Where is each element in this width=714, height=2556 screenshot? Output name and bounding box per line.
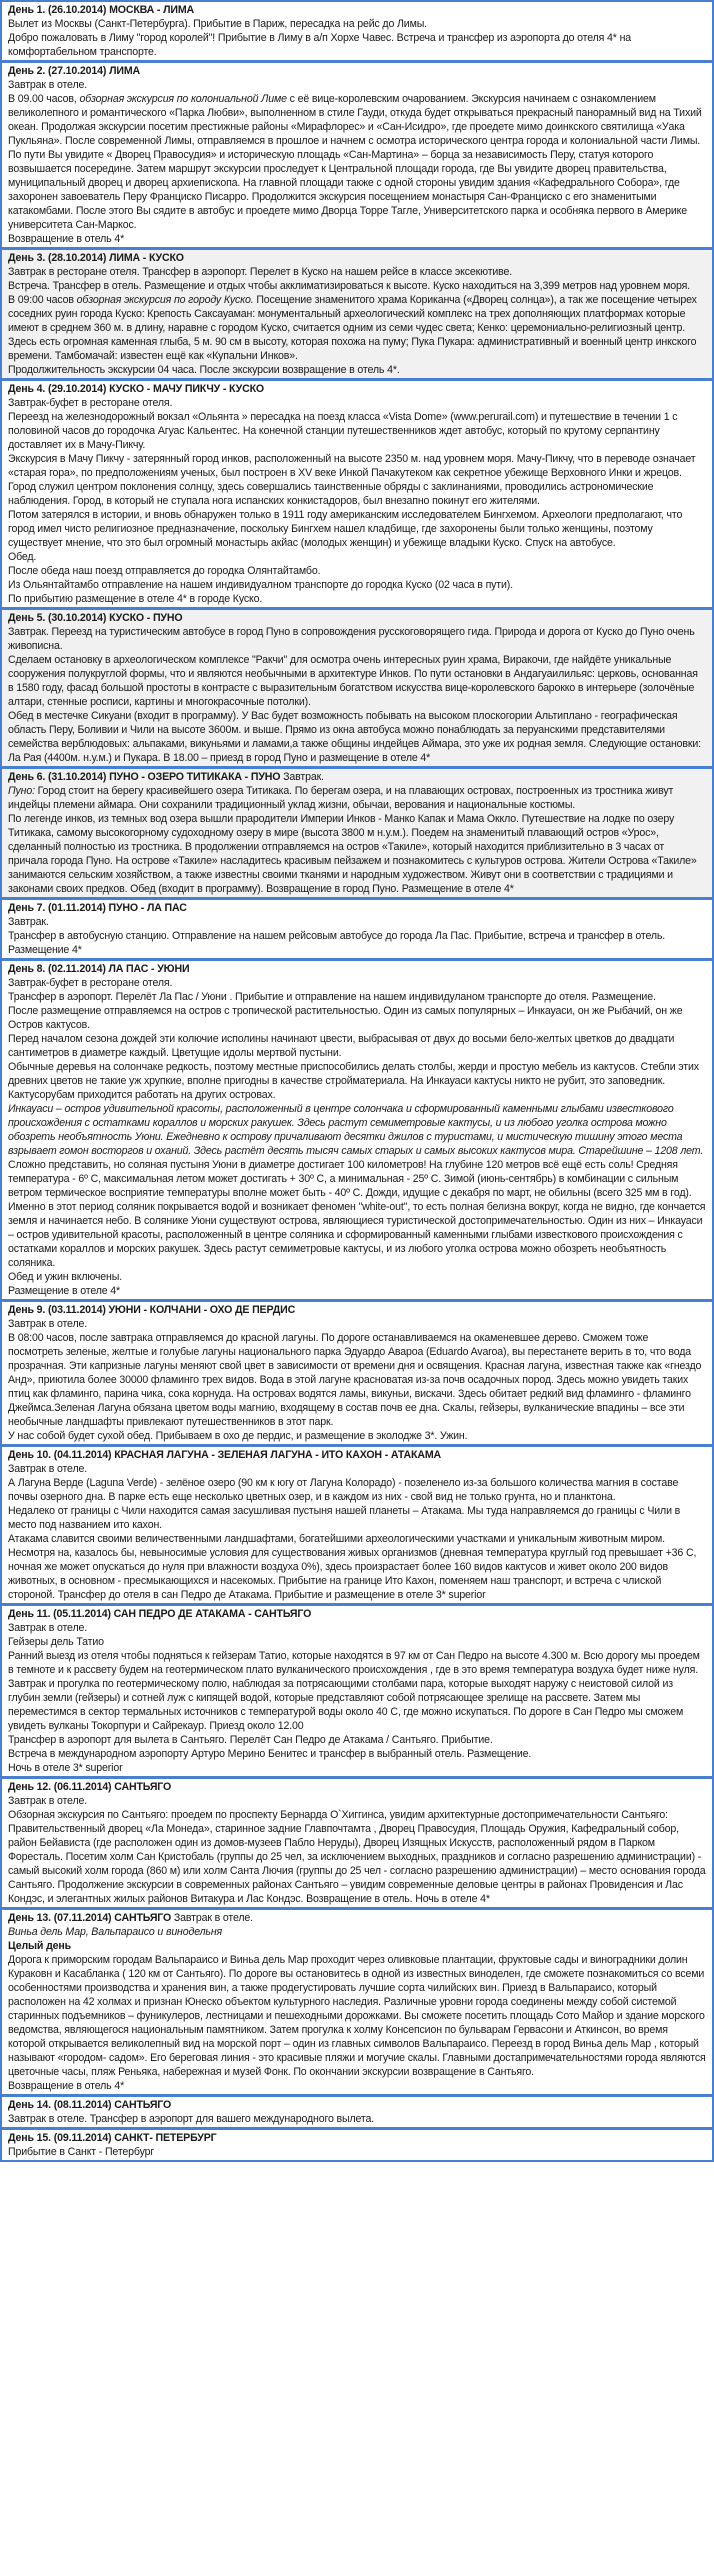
day-paragraph: После размещение отправляемся на остров с тропической растительностью. Один из самых популярных – Инкауаси, он же Рыбачий, он же Остров кактусов. bbox=[8, 1005, 683, 1031]
day-paragraph bbox=[8, 784, 706, 812]
day-section bbox=[0, 1778, 714, 1909]
day-paragraph: Возвращение в отель 4* bbox=[8, 233, 125, 245]
day-paragraph: Завтрак в отеле. bbox=[8, 1463, 88, 1475]
day-title: День 12. (06.11.2014) САНТЬЯГО bbox=[8, 1781, 172, 1793]
day-paragraph: Продолжительность экскурсии 04 часа. После экскурсии возвращение в отель 4*. bbox=[8, 364, 400, 376]
day-title: День 15. (09.11.2014) САНКТ- ПЕТЕРБУРГ bbox=[8, 2132, 217, 2144]
day-paragraph: В 08:00 часов, после завтрака отправляемся до красной лагуны. По дороге останавливаемся на окаменевшее дерево. Сможем тоже посмотреть зеленые, желтые и голубые лагуны национального парка Эдуардо Авароа (Eduardo Avaroa), вы перестанете верить в то, что вода прозрачная. Эти капризные лагуны меняют свой цвет в зависимости от времени дня и освящения. Красная лагуна, известная также как «гнездо Анд», приютила более 30000 фламинго трех видов. Вода в этой лагуне красноватая из-за почв осадочных пород. Здесь можно увидеть таких птиц как фламинго, парина чика, сока корнуда. На островах водятся ламы, викуньи, вискачи. Здесь обитает редкий вид фламинго - фламинго Джеймса.Зеленая Лагуна обязана цветом воды магнию, входящему в состав почв ее дна. Скалы, гейзеры, вулканические впадины – все эти необычные ландшафты привлекают путешественников в этот парк. bbox=[8, 1332, 702, 1428]
day-paragraph: Экскурсия в Мачу Пикчу - затерянный город инков, расположенный на высоте 2350 м. над уровнем моря. Мачу-Пикчу, что в переводе означает «старая гора», по предположениям ученых, был построен в XV веке Инкой Пачакутеком как секретное убежище Верховного Инки и жрецов. Город служил центром поклонения солнцу, здесь совершались таинственные обряды с заклинаниями, проводились астрономические наблюдения. Город, в который не ступала нога испанских конкистадоров, был внезапно покинут его жителями. bbox=[8, 453, 696, 507]
day-paragraph: Гейзеры дель Татио bbox=[8, 1636, 104, 1648]
day-section bbox=[0, 1446, 714, 1605]
day-title: День 5. (30.10.2014) КУСКО - ПУНО bbox=[8, 612, 183, 624]
day-paragraph: Сложно представить, но соляная пустыня Уюни в диаметре достигает 100 километров! На глубине 120 метров всё ещё есть соль! Средняя температура - 6º С, максимальная летом может достигать + 30º С, а минимальная - 25º С. Зимой (июнь-сентябрь) в комбинации с сильным ветром термическое восприятие температуры вполне может быть - 40º С. Дожди, идущие с декабря по март, не обильны (всего 325 мм в год). Именно в этот период соляник покрывается водой и возникает феномен "white-out", то есть полная белизна вокруг, когда не видно, где кончается земля и начинается небо. В солянике Уюни существуют острова, являющиеся туристической достопримечательностью. Один из них – Инкауаси – остров удивительной красоты, расположенный в центре соляника и сформированный каменными глыбами известкового происхождения с остатками кораллов и морских ракушек. Здесь растут семиметровые кактусы, и из любого уголка острова можно обозреть необъятность соляника. bbox=[8, 1159, 706, 1269]
day-title: День 13. (07.11.2014) САНТЬЯГО bbox=[8, 1912, 172, 1924]
day-paragraph: Размещение в отеле 4* bbox=[8, 1285, 120, 1297]
day-paragraph: Перед началом сезона дождей эти колючие исполины начинают цвести, выбрасывая от двух до восьми бело-желтых цветков до двадцати сантиметров в диаметре каждый. Цветущие идолы мертвой пустыни. bbox=[8, 1033, 675, 1059]
day-header bbox=[8, 770, 706, 784]
day-section bbox=[0, 1301, 714, 1446]
day-section bbox=[0, 768, 714, 899]
day-paragraph: Завтрак-буфет в ресторане отеля. bbox=[8, 397, 173, 409]
day-title: День 4. (29.10.2014) КУСКО - МАЧУ ПИКЧУ - КУСКО bbox=[8, 383, 264, 395]
day-paragraph: Потом затерялся в истории, и вновь обнаружен только в 1911 году американским исследователем Бингхемом. Археологи предполагают, что город имел чисто религиозное предназначение, поскольку Бингхем нашел кладбище, где захоронены были только женщины, поэтому существует мнение, что это был огромный монастырь акйас (молодых женщин) и убежище владыки Куско. Спуск на автобусе. bbox=[8, 509, 683, 549]
day-paragraph: Ранний выезд из отеля чтобы подняться к гейзерам Татио, которые находятся в 97 км от Сан Педро на высоте 4.300 м. Всю дорогу мы проедем в темноте и к рассвету будем на геотермическом плато вулканического происхождения , где в это время температура воздуха будет ниже нуля. Завтрак и прогулка по геотермическому полю, наблюдая за потрясающими столбами пара, которые выходят наружу с неистовой силой из глубин земли (гейзеры) и сотней луж с кипящей водой, которые представляют собой потрясающее зрелище на рассвете. Затем мы переместимся в сектор термальных источников с температурой воды около 40 С, где можно искупаться. По дороге в Сан Педро мы сможем увидеть вулканы Токорпури и Сайрекаур. Приезд около 12.00 bbox=[8, 1650, 700, 1732]
paragraph-text: Посещение знаменитого храма Кориканча («Дворец солнца»), а так же посещение четырех соседних руин города Куско: Крепость Саксауаман: монументальный археологический комплекс на трех дополняющих платформах которые имеют в среднем 360 м. в длину, наравне с городом Куско, считается одним из семи чудес света; Кенко: церемониально-религиозный центр. Здесь есть огромная каменная глыба, 5 м. 90 см в высоту, которая похожа на пуму; Пука Пукара: административный и военный центр инкского времени. Тамбомачай: известен ещё как «Купальни Инков». bbox=[8, 294, 697, 362]
day-title: День 1. (26.10.2014) МОСКВА - ЛИМА bbox=[8, 4, 195, 16]
day-section bbox=[0, 1605, 714, 1778]
day-header bbox=[8, 611, 706, 625]
day-paragraph: Из Ольянтайтамбо отправление на нашем индивидуалном транспорте до городка Куско (02 часа в пути). bbox=[8, 579, 513, 591]
day-section bbox=[0, 0, 714, 62]
day-paragraph: Завтрак в отеле. bbox=[8, 1318, 88, 1330]
day-section bbox=[0, 2096, 714, 2129]
day-title: День 2. (27.10.2014) ЛИМА bbox=[8, 65, 140, 77]
day-header bbox=[8, 382, 706, 396]
emphasized-text: обзорная экскурсия по колониальной Лиме bbox=[79, 93, 287, 105]
day-paragraph: Завтрак в отеле. bbox=[8, 1795, 88, 1807]
day-section bbox=[0, 899, 714, 960]
day-paragraph: По легенде инков, из темных вод озера вышли прародители Империи Инков - Манко Капак и Мама Оккло. Путешествие на лодке по озеру Титикака, самому высокогорному судоходному озеру в мире (высота 3800 м н.у.м.). Поедем на знаменитый плавающий остров «Урос», сделанный полностью из тростника. В продолжении отправляемся на остров «Такиле», который находится приблизительно в 3 часах от причала города Пуно. На острове «Такиле» насладитесь красивым пейзажем и познакомитесь с культуров острова. Жители Острова «Такиле» занимаются сельским хозяйством, а также известны своими тканями и народным художеством. Живут они в соответствии с традициями и законами своих предков. Обед (входит в программу). Возвращение в город Пуно. Размещение в отеле 4* bbox=[8, 813, 697, 895]
day-title: День 6. (31.10.2014) ПУНО - ОЗЕРО ТИТИКАКА - ПУНО bbox=[8, 771, 281, 783]
day-paragraph: Добро пожаловать в Лиму "город королей"! Прибытие в Лиму в а/п Хорхе Чавес. Встреча и трансфер из аэропорта до отеля 4* на комфортабельном транспорте. bbox=[8, 32, 632, 58]
day-header bbox=[8, 1780, 706, 1794]
emphasized-text: Инкауаси – остров удивительной красоты, расположенный в центре солончака и сформированный каменными глыбами известкового происхождения с остатками кораллов и морских ракушек. Здесь растут семиметровые кактусы, и из любого уголка острова можно обозреть необъятность Уюни. Ежедневно к острову причаливают десятки джилов с туристами, и мистическую тишину этого места взрывает гомон восторгов и оханий. Здесь растёт десять тысяч самых старых и самых высоких кактусов мира. Старейшине – 1208 лет. bbox=[8, 1103, 704, 1157]
day-paragraph: Обед и ужин включены. bbox=[8, 1271, 122, 1283]
paragraph-text: В 09.00 часов, bbox=[8, 93, 80, 105]
day-header bbox=[8, 1911, 706, 1925]
day-paragraph: Обзорная экскурсия по Сантьяго: проедем по проспекту Бернарда О`Хиггинса, увидим архитектурные достопримечательности Сантьяго: Правительственный дворец «Ла Монеда», старинное задние Главпочтамта , Дворец Правосудия, Площадь Оружия, Кафедральный собор, район Бейависта (где расположен один из домов-музеев Пабло Неруды), Дворец Изящных Искусств, расположенный рядом в Парком Фoресталь. Посетим холм Сан Кристобаль (группы до 25 чел, за исключением выходных, праздников и согласно разрешению администрации) - самый высокий холм города (860 м) или холм Санта Лючия (группы до 25 чел - согласно разрешению администрации) – место основания города Сантьяго. Продолжение экскурсии в современных районах Сантьяго – увидим современные деловые центры в районах Провиденсия и Лас Кондэс, и элегантных жилых районов Витакура и Лас Кондэс. Возвращение в отель. Ночь в отеле 4* bbox=[8, 1809, 706, 1905]
day-paragraph bbox=[8, 92, 706, 232]
day-paragraph: А Лагуна Верде (Laguna Verde) - зелёное озеро (90 км к югу от Лагуна Колорадо) - позеленело из-за большого количества магния в составе почвы озерного дна. В парке есть еще несколько цветных озер, и в каждом из них - свой вид не только грунта, но и планктона. bbox=[8, 1477, 679, 1503]
day-header bbox=[8, 1303, 706, 1317]
paragraph-text: с её вице-королевским очарованием. Экскурсия начинаем с ознакомлением великолепного и романтического «Парка Любви», выполненном в стиле Гауди, откуда будет открываться прекрасный панорамный вид на Тихий океан. Продолжая экскурсии посетим престижные районы «Мирафлорес» и «Сан-Исидро», где проедете мимо доинкского святилища «Уака Пукльяна». После современной Лимы, отправляемся в прошлое и начнем с осмотра исторического центра города и колониальной части Лимы. По пути Вы увидите « Дворец Правосудия» и историческую площадь «Сан-Мартина» – борца за независимость Перу, статуя которого возвышается посередине. Затем маршрут экскурсии проследует к Центральной площади города, где Вы увидите дворец правительства, муниципальный дворец и дворец архиепископа. На главной площади также с одной стороны увидим здания «Кафедрального Собора», где захоронен завоеватель Перу Франциско Писарро. Продолжится экскурсия посещением монастыря Сан-Франциско с его знаменитыми катакомбами. После этого Вы сядите в автобус и проедете мимо Дворца Торре Тагле, Университетского парка и особняка первого в Америке университета Сан-Маркос. bbox=[8, 93, 702, 231]
day-paragraph: Трансфер в аэропорт. Перелёт Ла Пас / Уюни . Прибытие и отправление на нашем индивидуланом транспорте до отеля. Размещение. bbox=[8, 991, 656, 1003]
day-paragraph: Обычные деревья на солончаке редкость, поэтому местные приспособились делать столбы, жерди и простую мебель из кактусов. Стебли этих древних цветов не такие уж хрупкие, вполне пригодны в качестве стройматериала. На Инкауаси кактусы никто не рубит, это заповедник. Кактусорубам приходится работать на других островах. bbox=[8, 1061, 699, 1101]
day-title: День 7. (01.11.2014) ПУНО - ЛА ПАС bbox=[8, 902, 187, 914]
day-paragraph: Завтрак. Переезд на туристическим автобусе в город Пуно в сопровождения русскоговорящего гида. Природа и дорога от Куско до Пуно очень живописна. bbox=[8, 626, 695, 652]
day-paragraph: Атакама славится своими величественными ландшафтами, богатейшими археологическими участками и уникальным животным миром. Несмотря на, казалось бы, невыносимые условия для существования живых организмов (дневная температура круглый год превышает +36 С, ночная же может опускаться до нуля при влажности воздуха 0%), здесь произрастает более 160 видов кактусов и живет около 200 видов животных, в основном - пресмыкающихся и насекомых. Прибытие на границе Ито Кахон, поменяем наш транспорт, и встреча с члиской стороной. Трансфер до отеля в сан Педро де Атакама. Прибытие и размещение в отеле 3* superior bbox=[8, 1533, 697, 1601]
day-header bbox=[8, 2131, 706, 2145]
bold-text: Целый день bbox=[8, 1940, 72, 1952]
day-paragraph bbox=[8, 1939, 706, 1953]
day-paragraph: Встреча в международном аэропорту Артуро Мерино Бенитес и трансфер в выбранный отель. Размещение. bbox=[8, 1748, 532, 1760]
day-paragraph: Переезд на железнодорожный вокзал «Ольянта » пересадка на поезд класса «Vista Dome» (www.perurail.com) и путешествие в течении 1 с половиной часов до городочка Агуас Кальентес. На конечной станции путешественников ждет автобус, который по крутому серпантину доставляет их в Мачу-Пикчу. bbox=[8, 411, 678, 451]
day-paragraph: У нас собой будет сухой обед. Прибываем в охо де пердис, и размещение в эколодже 3*. Ужин. bbox=[8, 1430, 468, 1442]
day-title: День 9. (03.11.2014) УЮНИ - КОЛЧАНИ - ОХО ДЕ ПЕРДИС bbox=[8, 1304, 296, 1316]
day-paragraph: Сделаем остановку в археологическом комплексе "Ракчи" для осмотра очень интересных руин храма, Виракочи, где найдёте уникальные сооружения полукруглой формы, что и являются необычными в архитектуре Инков. По пути остановки в Андагуаилильяс: церковь, основанная в 1580 году, фасад большой простоты в контрасте с выразительным богатством искусства вице-королевского барокко в интерьере (золочёные алтари, стенные росписи, картины и многокрасочные потолки). bbox=[8, 654, 698, 708]
day-title: День 14. (08.11.2014) САНТЬЯГО bbox=[8, 2099, 172, 2111]
day-section bbox=[0, 62, 714, 249]
day-header bbox=[8, 1607, 706, 1621]
paragraph-text: Город стоит на берегу красивейшего озера Титикака. По берегам озера, и на плавающих островах, построенных из тростника живут индейцы племени аймара. Они сохранили традиционный уклад жизни, обычаи, верования и национальные костюмы. bbox=[8, 785, 674, 811]
day-header bbox=[8, 3, 706, 17]
day-paragraph: Вылет из Москвы (Санкт-Петербурга). Прибытие в Париж, пересадка на рейс до Лимы. bbox=[8, 18, 427, 30]
day-title: День 3. (28.10.2014) ЛИМА - КУСКО bbox=[8, 252, 184, 264]
day-header bbox=[8, 962, 706, 976]
day-paragraph bbox=[8, 293, 706, 363]
day-title: День 10. (04.11.2014) КРАСНАЯ ЛАГУНА - ЗЕЛЕНАЯ ЛАГУНА - ИТО КАХОН - АТАКАМА bbox=[8, 1449, 442, 1461]
day-title: День 8. (02.11.2014) ЛА ПАС - УЮНИ bbox=[8, 963, 190, 975]
day-paragraph: Трансфер в автобусную станцию. Отправление на нашем рейсовым автобусе до города Ла Пас. Прибытие, встреча и трансфер в отель. Размещение 4* bbox=[8, 930, 666, 956]
day-header bbox=[8, 251, 706, 265]
day-section bbox=[0, 249, 714, 380]
day-paragraph: Завтрак в отеле. bbox=[8, 79, 88, 91]
day-section bbox=[0, 380, 714, 609]
day-paragraph: Обед. bbox=[8, 551, 37, 563]
day-header bbox=[8, 901, 706, 915]
day-paragraph bbox=[8, 1102, 706, 1158]
day-paragraph: Обед в местечке Сикуани (входит в программу). У Вас будет возможность побывать на высоком плоскогории Альтиплано - географическая область Перу, Боливии и Чили на высоте 3600м. и выше. Прямо из окна автобуса можно понаблюдать за перуанскими представителями семейства верблюдовых: альпаками, викуньями и ламами,а также общины индейцев Аймара, это уже их родная земля. Следующие остановки: Ла Рая (4400м. н.у.м.) и Пукара. В 18.00 – приезд в город Пуно и размещение в отеле 4* bbox=[8, 710, 701, 764]
day-title: День 11. (05.11.2014) САН ПЕДРО ДЕ АТАКАМА - САНТЬЯГО bbox=[8, 1608, 312, 1620]
day-header bbox=[8, 64, 706, 78]
day-section bbox=[0, 960, 714, 1301]
day-paragraph: Прибытие в Санкт - Петербург bbox=[8, 2146, 155, 2158]
day-paragraph: Завтрак. bbox=[8, 916, 49, 928]
day-paragraph: Завтрак в отеле. Трансфер в аэропорт для вашего международного вылета. bbox=[8, 2113, 374, 2125]
day-paragraph bbox=[8, 1925, 706, 1939]
day-paragraph: Ночь в отеле 3* superior bbox=[8, 1762, 123, 1774]
day-section bbox=[0, 1909, 714, 2096]
emphasized-text: Пуно: bbox=[8, 785, 35, 797]
day-paragraph: Встреча. Трансфер в отель. Размещение и отдых чтобы акклиматизироваться к высоте. Куско находиться на 3,399 метров над уровнем моря. bbox=[8, 280, 690, 292]
emphasized-text: Виньа дель Мар, Вальпараисо и винодельня bbox=[8, 1926, 223, 1938]
day-paragraph: Трансфер в аэропорт для вылета в Сантьяго. Перелёт Сан Педро де Атакама / Сантьяго. Прибытие. bbox=[8, 1734, 493, 1746]
day-paragraph: Завтрак в ресторане отеля. Трансфер в аэропорт. Перелет в Куско на нашем рейсе в классе эксекютиве. bbox=[8, 266, 513, 278]
day-section bbox=[0, 609, 714, 768]
day-paragraph: Возвращение в отель 4* bbox=[8, 2080, 125, 2092]
day-section bbox=[0, 2129, 714, 2162]
day-header bbox=[8, 1448, 706, 1462]
day-paragraph: Завтрак-буфет в ресторане отеля. bbox=[8, 977, 173, 989]
day-title-note: Завтрак в отеле. bbox=[171, 1912, 253, 1924]
day-paragraph: Завтрак в отеле. bbox=[8, 1622, 88, 1634]
day-paragraph: Дорога к приморским городам Вальпараисо и Виньа дель Мар проходит через оливковые плантации, фруктовые сады и виноградники долин Кураковн и Касабланка ( 120 км от Сантьяго). По дороге вы остановитесь в одной из известных виноделен, где сможете познакомиться со всеми особенностями производства и хранения вин, а также продегустировать лучшие сорта чилийских вин. Приезд в Вальпараисо, который расположен на 42 холмах и признан Юнеско объектом культурного наследия. Различные уровни города соединены между собой системой старинных подъемников – фуникулеров, лестницами и пешеходными дорожками. Вы сможете посетить площадь Сото Майор и здание морского ведомства, являющегося национальным памятником. Затем прогулка к холму Консепсион по бульварам Гервасони и Аткинсон, во время которой открывается великолепный вид на морской порт – один из главных символов Вальпараисо. Переезд в город Виньа дель Мар , который называют «городом- садом». Его береговая линия - это красивые пляжи и могучие скалы. Главными достапримечательностями города являются цветочные часы, пляж Реньяка, набережная и музей Фонк. По окончании экскурсии возвращение в Сантьяго. bbox=[8, 1954, 706, 2078]
day-paragraph: Недалеко от границы с Чили находится самая засушливая пустыня нашей планеты – Атакама. Мы туда направляемся до границы с Чили в место под названием ито кахон. bbox=[8, 1505, 681, 1531]
day-header bbox=[8, 2098, 706, 2112]
day-paragraph: После обеда наш поезд отправляется до городка Олянтайтамбо. bbox=[8, 565, 321, 577]
emphasized-text: обзорная экскурсия по городу Куско. bbox=[76, 294, 254, 306]
day-paragraph: По прибытию размещение в отеле 4* в городе Куско. bbox=[8, 593, 263, 605]
paragraph-text: В 09:00 часов bbox=[8, 294, 77, 306]
day-title-note: Завтрак. bbox=[280, 771, 324, 783]
